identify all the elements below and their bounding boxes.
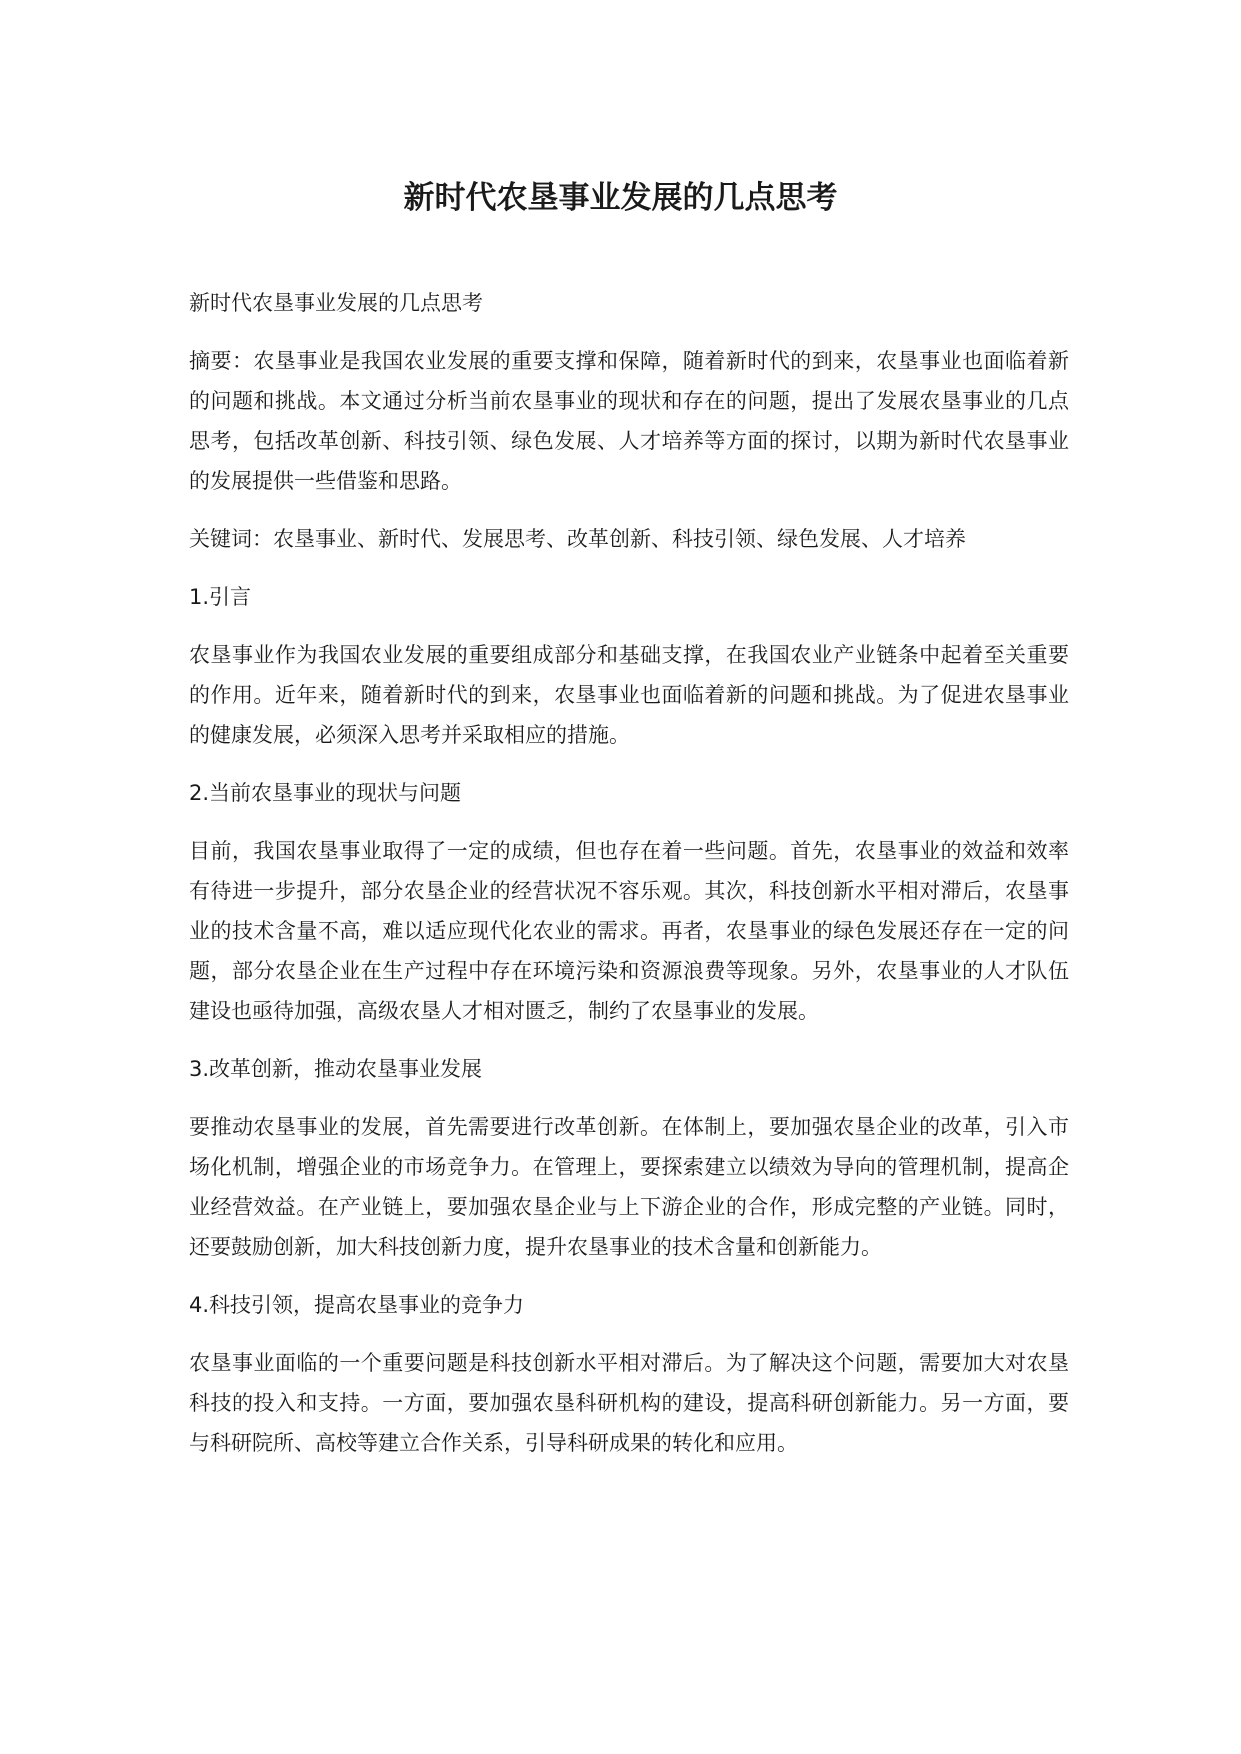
section-heading: 2.当前农垦事业的现状与问题 (189, 781, 462, 805)
section-heading: 4.科技引领，提高农垦事业的竞争力 (189, 1293, 525, 1317)
document-body (189, 283, 1069, 1463)
keywords-line: 关键词：农垦事业、新时代、发展思考、改革创新、科技引领、绿色发展、人才培养 (189, 527, 966, 551)
section-body: 目前，我国农垦事业取得了一定的成绩，但也存在着一些问题。首先，农垦事业的效益和效率有待进一步提升，部分农垦企业的经营状况不容乐观。其次，科技创新水平相对滞后，农垦事业的技术含量不高，难以适应现代化农业的需求。再者，农垦事业的绿色发展还存在一定的问题，部分农垦企业在生产过程中存在环境污染和资源浪费等现象。另外，农垦事业的人才队伍建设也亟待加强，高级农垦人才相对匮乏，制约了农垦事业的发展。 (189, 839, 1069, 1023)
section-heading: 3.改革创新，推动农垦事业发展 (189, 1057, 483, 1081)
section-body: 农垦事业作为我国农业发展的重要组成部分和基础支撑，在我国农业产业链条中起着至关重要的作用。近年来，随着新时代的到来，农垦事业也面临着新的问题和挑战。为了促进农垦事业的健康发展，必须深入思考并采取相应的措施。 (189, 643, 1069, 747)
section-heading: 1.引言 (189, 585, 252, 609)
section-body: 要推动农垦事业的发展，首先需要进行改革创新。在体制上，要加强农垦企业的改革，引入市场化机制，增强企业的市场竞争力。在管理上，要探索建立以绩效为导向的管理机制，提高企业经营效益。在产业链上，要加强农垦企业与上下游企业的合作，形成完整的产业链。同时，还要鼓励创新，加大科技创新力度，提升农垦事业的技术含量和创新能力。 (189, 1115, 1069, 1259)
document-subtitle: 新时代农垦事业发展的几点思考 (189, 291, 483, 315)
abstract-paragraph: 摘要：农垦事业是我国农业发展的重要支撑和保障，随着新时代的到来，农垦事业也面临着新的问题和挑战。本文通过分析当前农垦事业的现状和存在的问题，提出了发展农垦事业的几点思考，包括改革创新、科技引领、绿色发展、人才培养等方面的探讨，以期为新时代农垦事业的发展提供一些借鉴和思路。 (189, 349, 1069, 493)
document-title: 新时代农垦事业发展的几点思考 (403, 180, 838, 216)
section-body: 农垦事业面临的一个重要问题是科技创新水平相对滞后。为了解决这个问题，需要加大对农垦科技的投入和支持。一方面，要加强农垦科研机构的建设，提高科研创新能力。另一方面，要与科研院所、高校等建立合作关系，引导科研成果的转化和应用。 (189, 1351, 1069, 1455)
